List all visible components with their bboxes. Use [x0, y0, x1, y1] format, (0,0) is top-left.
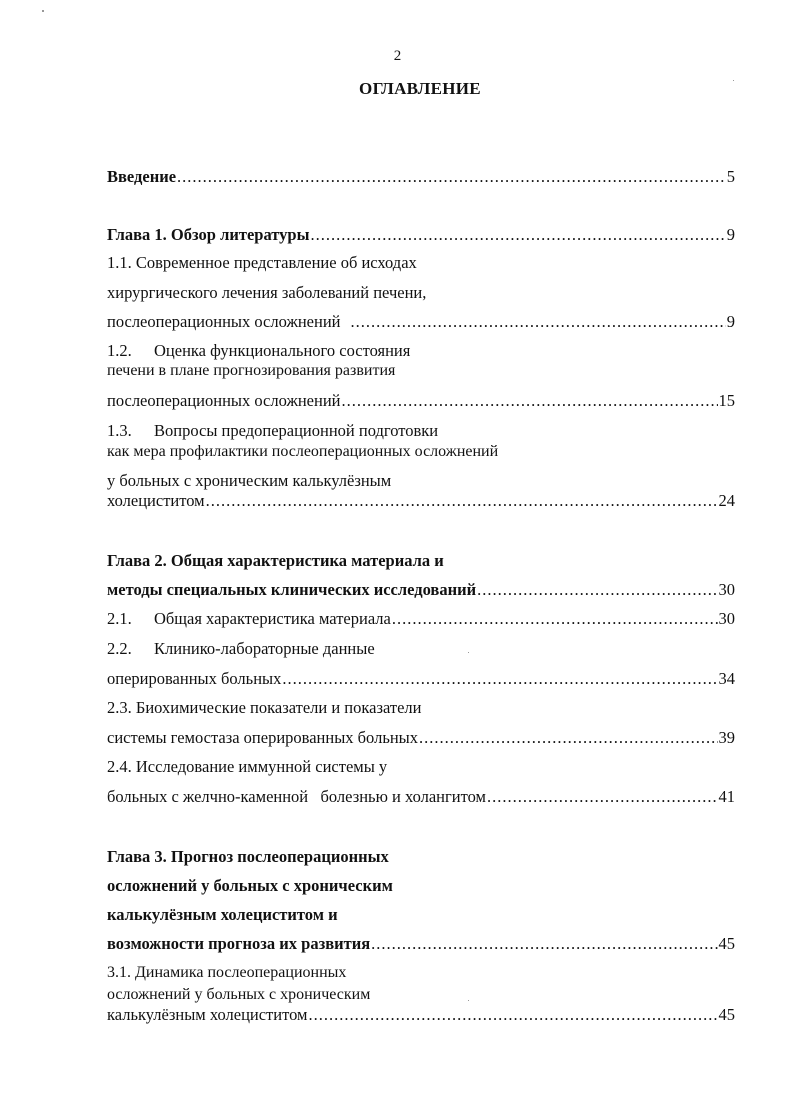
- section-text: оперированных больных: [107, 669, 282, 688]
- chapter-3-heading-line: осложнений у больных с хроническим: [107, 876, 393, 895]
- toc-section-1-1[interactable]: [107, 312, 735, 332]
- chapter-2-heading-line: Глава 2. Общая характеристика материала и: [107, 551, 444, 570]
- chapter-3-heading-line: Глава 3. Прогноз послеоперационных: [107, 847, 389, 866]
- scan-speck: [468, 1000, 469, 1001]
- chapter-3-heading-line: калькулёзным холециститом и: [107, 905, 338, 924]
- section-number: 1.1.: [107, 253, 132, 272]
- section-text: послеоперационных осложнений: [107, 312, 341, 331]
- dot-leader: [419, 728, 717, 748]
- chapter-heading: методы специальных клинических исследований: [107, 580, 477, 599]
- chapter-heading: возможности прогноза их развития: [107, 934, 371, 953]
- section-text: Оценка функционального состояния: [154, 341, 411, 360]
- toc-section-1-3-line: у больных с хроническим калькулёзным: [107, 471, 392, 490]
- toc-page-number: 9: [726, 312, 735, 331]
- toc-page-number: 24: [718, 491, 735, 510]
- dot-leader: [308, 1005, 717, 1025]
- section-line: [107, 609, 391, 629]
- toc-section-1-3[interactable]: [107, 491, 735, 511]
- toc-section-1-1-line: хирургического лечения заболеваний печени,: [107, 283, 427, 302]
- section-text: калькулёзным холециститом: [107, 1005, 308, 1024]
- toc-section-2-4[interactable]: [107, 787, 735, 807]
- dot-leader: [206, 491, 718, 511]
- toc-section-1-3-line: [107, 421, 438, 441]
- toc-section-1-3-line: как мера профилактики послеоперационных осложнений: [107, 443, 499, 460]
- toc-page-number: 30: [718, 580, 735, 599]
- toc-section-3-1-line: осложнений у больных с хроническим: [107, 986, 371, 1003]
- section-number: 2.1.: [107, 609, 132, 628]
- toc-section-2-2-line: [107, 639, 375, 659]
- chapter-heading: Глава 1. Обзор литературы: [107, 225, 310, 244]
- toc-page-number: 41: [718, 787, 735, 806]
- section-text: холециститом: [107, 491, 205, 510]
- dot-leader: [177, 167, 726, 187]
- section-text: послеоперационных осложнений: [107, 391, 341, 410]
- toc-entry-label: Введение: [107, 167, 177, 186]
- section-number: 1.2.: [107, 341, 132, 360]
- dot-leader: [341, 391, 717, 411]
- dot-leader: [350, 312, 725, 332]
- toc-chapter-1[interactable]: [107, 225, 735, 245]
- toc-page-number: 45: [718, 934, 735, 953]
- page-title: ОГЛАВЛЕНИЕ: [359, 79, 481, 98]
- scan-speck: [42, 10, 44, 12]
- toc-section-2-3[interactable]: [107, 728, 735, 748]
- toc-section-2-3-line: 2.3. Биохимические показатели и показатели: [107, 698, 422, 717]
- toc-chapter-3[interactable]: [107, 934, 735, 954]
- toc-page-number: 5: [726, 167, 735, 186]
- toc-section-1-2[interactable]: [107, 391, 735, 411]
- toc-section-3-1-line: 3.1. Динамика послеоперационных: [107, 964, 347, 981]
- toc-section-3-1[interactable]: [107, 1005, 735, 1025]
- toc-section-2-1[interactable]: [107, 609, 735, 629]
- toc-page-number: 39: [718, 728, 735, 747]
- toc-section-2-4-line: 2.4. Исследование иммунной системы у: [107, 757, 388, 776]
- toc-page-number: 34: [718, 669, 735, 688]
- scan-speck: [468, 652, 469, 653]
- toc-page-number: 45: [718, 1005, 735, 1024]
- section-text: Современное представление об исходах: [135, 253, 417, 272]
- section-number: 2.2.: [107, 639, 132, 658]
- dot-leader: [392, 609, 718, 629]
- toc-page-number: 15: [718, 391, 735, 410]
- dot-leader: [477, 580, 717, 600]
- section-text: больных с желчно-каменной болезнью и холангитом: [107, 787, 486, 806]
- dot-leader: [487, 787, 718, 807]
- toc-section-1-1-line: [107, 253, 417, 273]
- toc-section-1-2-line: печени в плане прогнозирования развития: [107, 362, 396, 379]
- section-text: Общая характеристика материала: [154, 609, 391, 628]
- dot-leader: [311, 225, 726, 245]
- section-text: Вопросы предоперационной подготовки: [154, 421, 439, 440]
- toc-page-number: 9: [726, 225, 735, 244]
- toc-page-number: 30: [718, 609, 735, 628]
- toc-section-1-2-line: [107, 341, 410, 361]
- dot-leader: [371, 934, 717, 954]
- toc-chapter-2[interactable]: [107, 580, 735, 600]
- section-text: Клинико-лабораторные данные: [154, 639, 375, 658]
- page-number: 2: [393, 48, 402, 64]
- dot-leader: [282, 669, 717, 689]
- section-number: 1.3.: [107, 421, 132, 440]
- section-text: системы гемостаза оперированных больных: [107, 728, 419, 747]
- toc-entry-intro[interactable]: [107, 167, 735, 187]
- toc-section-2-2[interactable]: [107, 669, 735, 689]
